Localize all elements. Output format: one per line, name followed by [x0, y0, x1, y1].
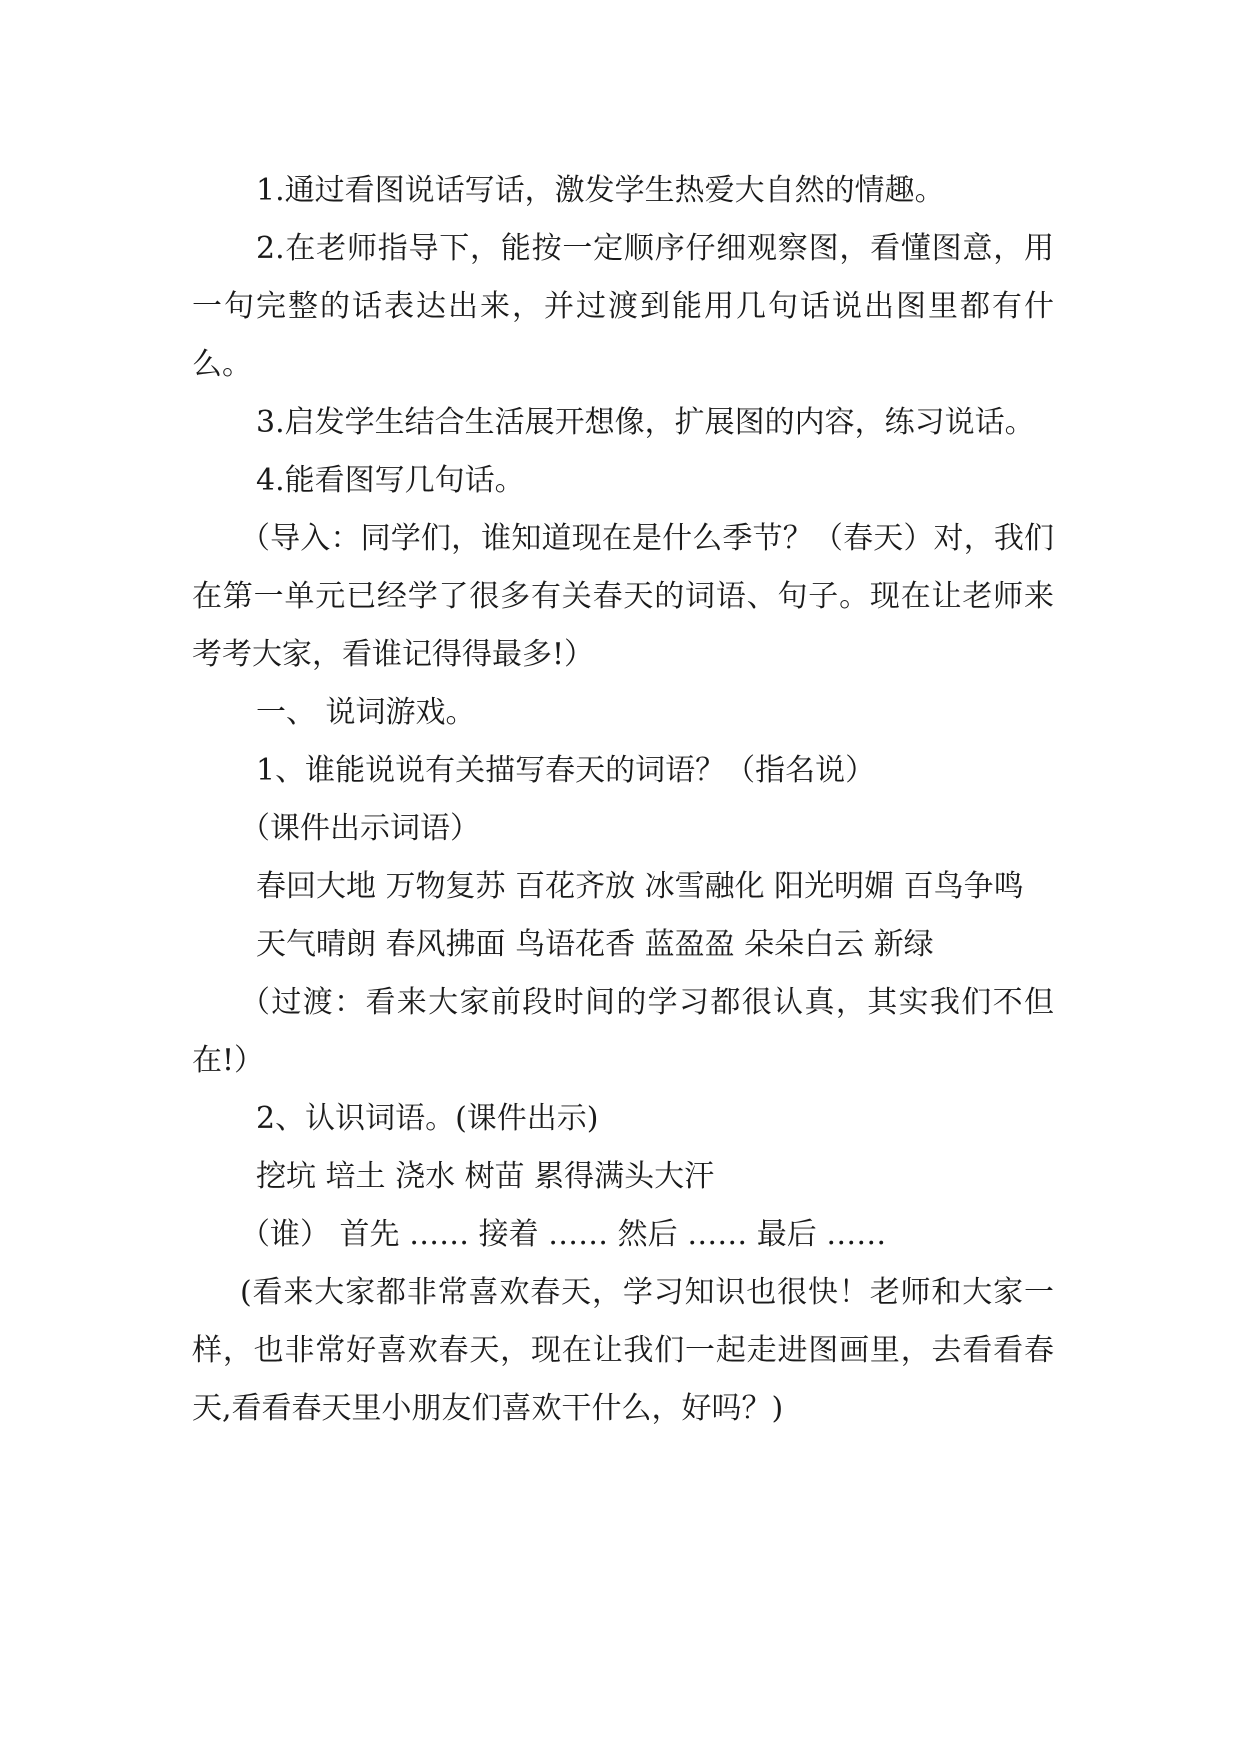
introduction-paragraph: （导入：同学们，谁知道现在是什么季节？（春天）对，我们在第一单元已经学了很多有关春天的词语、句子。现在让老师来考考大家，看谁记得得最多!）	[192, 521, 1054, 672]
closing-paragraph: (看来大家都非常喜欢春天，学习知识也很快！老师和大家一样，也非常好喜欢春天，现在让我们一起走进图画里，去看看春天,看看春天里小朋友们喜欢干什么，好吗？)	[192, 1275, 1054, 1426]
spring-words-line-2: 天气晴朗 春风拂面 鸟语花香 蓝盈盈 朵朵白云 新绿	[256, 927, 934, 962]
objective-1: 1.通过看图说话写话，激发学生热爱大自然的情趣。	[256, 173, 945, 208]
objective-4: 4.能看图写几句话。	[256, 463, 525, 498]
transition-paragraph: （过渡：看来大家前段时间的学习都很认真，其实我们不但在!）	[192, 985, 1054, 1078]
objective-3: 3.启发学生结合生活展开想像，扩展图的内容，练习说话。	[256, 405, 1035, 440]
spring-words-line-1: 春回大地 万物复苏 百花齐放 冰雪融化 阳光明媚 百鸟争鸣	[256, 869, 1024, 904]
vocabulary-line: 挖坑 培土 浇水 树苗 累得满头大汗	[256, 1159, 715, 1194]
courseware-note: （课件出示词语）	[240, 811, 480, 846]
step-1-paragraph: 1、谁能说说有关描写春天的词语？（指名说）	[256, 753, 876, 788]
step-2-paragraph: 2、认识词语。(课件出示)	[256, 1101, 599, 1136]
section-heading-word-game: 一、 说词游戏。	[256, 695, 476, 730]
document-body	[192, 162, 1054, 1438]
sequence-words-line: （谁） 首先 …… 接着 …… 然后 …… 最后 ……	[240, 1217, 887, 1252]
objective-2: 2.在老师指导下，能按一定顺序仔细观察图，看懂图意，用一句完整的话表达出来，并过渡到能用几句话说出图里都有什么。	[192, 231, 1054, 382]
